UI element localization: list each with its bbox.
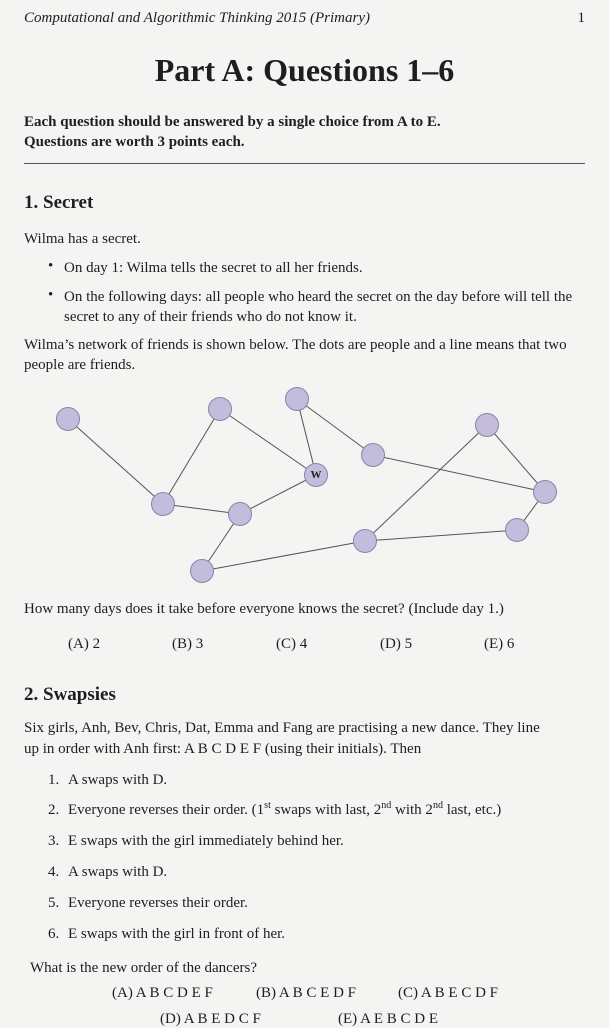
friendship-edge xyxy=(487,425,545,492)
friendship-edge xyxy=(365,530,517,541)
part-title: Part A: Questions 1–6 xyxy=(154,52,455,88)
bullet-marker: • xyxy=(48,258,54,274)
answer-option-a[interactable]: (A) 2 xyxy=(68,636,101,652)
divider xyxy=(24,163,585,164)
question-2-intro: up in order with Anh first: A B C D E F (using their initials). Then xyxy=(24,741,422,757)
page-number: 1 xyxy=(577,10,585,26)
person-node xyxy=(286,388,309,411)
answer-option-d[interactable]: (D) 5 xyxy=(380,636,413,652)
answer-option-a[interactable]: (A) A B C D E F xyxy=(112,985,213,1001)
answer-option-e[interactable]: (E) A E B C D E xyxy=(338,1011,438,1027)
person-node xyxy=(229,503,252,526)
question-2-title: 2. Swapsies xyxy=(24,684,116,705)
person-node xyxy=(506,519,529,542)
instruction-line: Questions are worth 3 points each. xyxy=(24,134,245,150)
wilma-label: W xyxy=(310,469,322,481)
friendship-edge xyxy=(240,475,316,514)
step-text: Everyone reverses their order. (1st swaps with last, 2nd with 2nd last, etc.) xyxy=(68,800,502,818)
step-number: 4. xyxy=(48,864,60,880)
instruction-line: Each question should be answered by a single choice from A to E. xyxy=(24,114,441,130)
friendship-edge xyxy=(68,419,163,504)
friendship-edge xyxy=(373,455,545,492)
person-node xyxy=(362,444,385,467)
step-text: E swaps with the girl in front of her. xyxy=(68,926,286,942)
step-number: 6. xyxy=(48,926,60,942)
question-2-prompt: What is the new order of the dancers? xyxy=(30,960,257,976)
friendship-edge xyxy=(365,425,487,541)
step-text: A swaps with D. xyxy=(68,864,168,880)
friends-network-graph xyxy=(40,380,560,590)
answer-option-e[interactable]: (E) 6 xyxy=(484,636,515,652)
person-node xyxy=(534,481,557,504)
running-title: Computational and Algorithmic Thinking 2015 (Primary) xyxy=(24,10,370,26)
friendship-edge xyxy=(202,541,365,571)
bullet-marker: • xyxy=(48,287,54,303)
step-text: A swaps with D. xyxy=(68,772,168,788)
person-node xyxy=(191,560,214,583)
network-description: Wilma’s network of friends is shown below. The dots are people and a line means that two people are friends. xyxy=(24,337,567,373)
step-number: 1. xyxy=(48,772,60,788)
bullet-text: On the following days: all people who heard the secret on the day before will tell the secret to any of their friends who do not know it. xyxy=(64,289,573,325)
step-number: 2. xyxy=(48,802,60,818)
friendship-edge xyxy=(163,409,220,504)
bullet-text: On day 1: Wilma tells the secret to all her friends. xyxy=(64,260,363,276)
step-text: E swaps with the girl immediately behind her. xyxy=(68,833,344,849)
person-node xyxy=(209,398,232,421)
answer-option-c[interactable]: (C) A B E C D F xyxy=(398,985,499,1001)
person-node xyxy=(354,530,377,553)
question-1-intro: Wilma has a secret. xyxy=(24,231,141,247)
question-2-intro: Six girls, Anh, Bev, Chris, Dat, Emma and Fang are practising a new dance. They line xyxy=(24,720,540,736)
answer-option-d[interactable]: (D) A B E D C F xyxy=(160,1011,261,1027)
person-node xyxy=(57,408,80,431)
graph-nodes xyxy=(57,388,557,583)
question-1-prompt: How many days does it take before everyone knows the secret? (Include day 1.) xyxy=(24,601,504,617)
step-text: Everyone reverses their order. xyxy=(68,895,248,911)
answer-option-b[interactable]: (B) A B C E D F xyxy=(256,985,357,1001)
person-node xyxy=(152,493,175,516)
answer-option-c[interactable]: (C) 4 xyxy=(276,636,308,652)
question-1-title: 1. Secret xyxy=(24,192,94,213)
graph-edges xyxy=(68,399,545,571)
answer-option-b[interactable]: (B) 3 xyxy=(172,636,204,652)
person-node xyxy=(476,414,499,437)
step-number: 3. xyxy=(48,833,60,849)
instructions xyxy=(24,112,441,152)
step-number: 5. xyxy=(48,895,60,911)
